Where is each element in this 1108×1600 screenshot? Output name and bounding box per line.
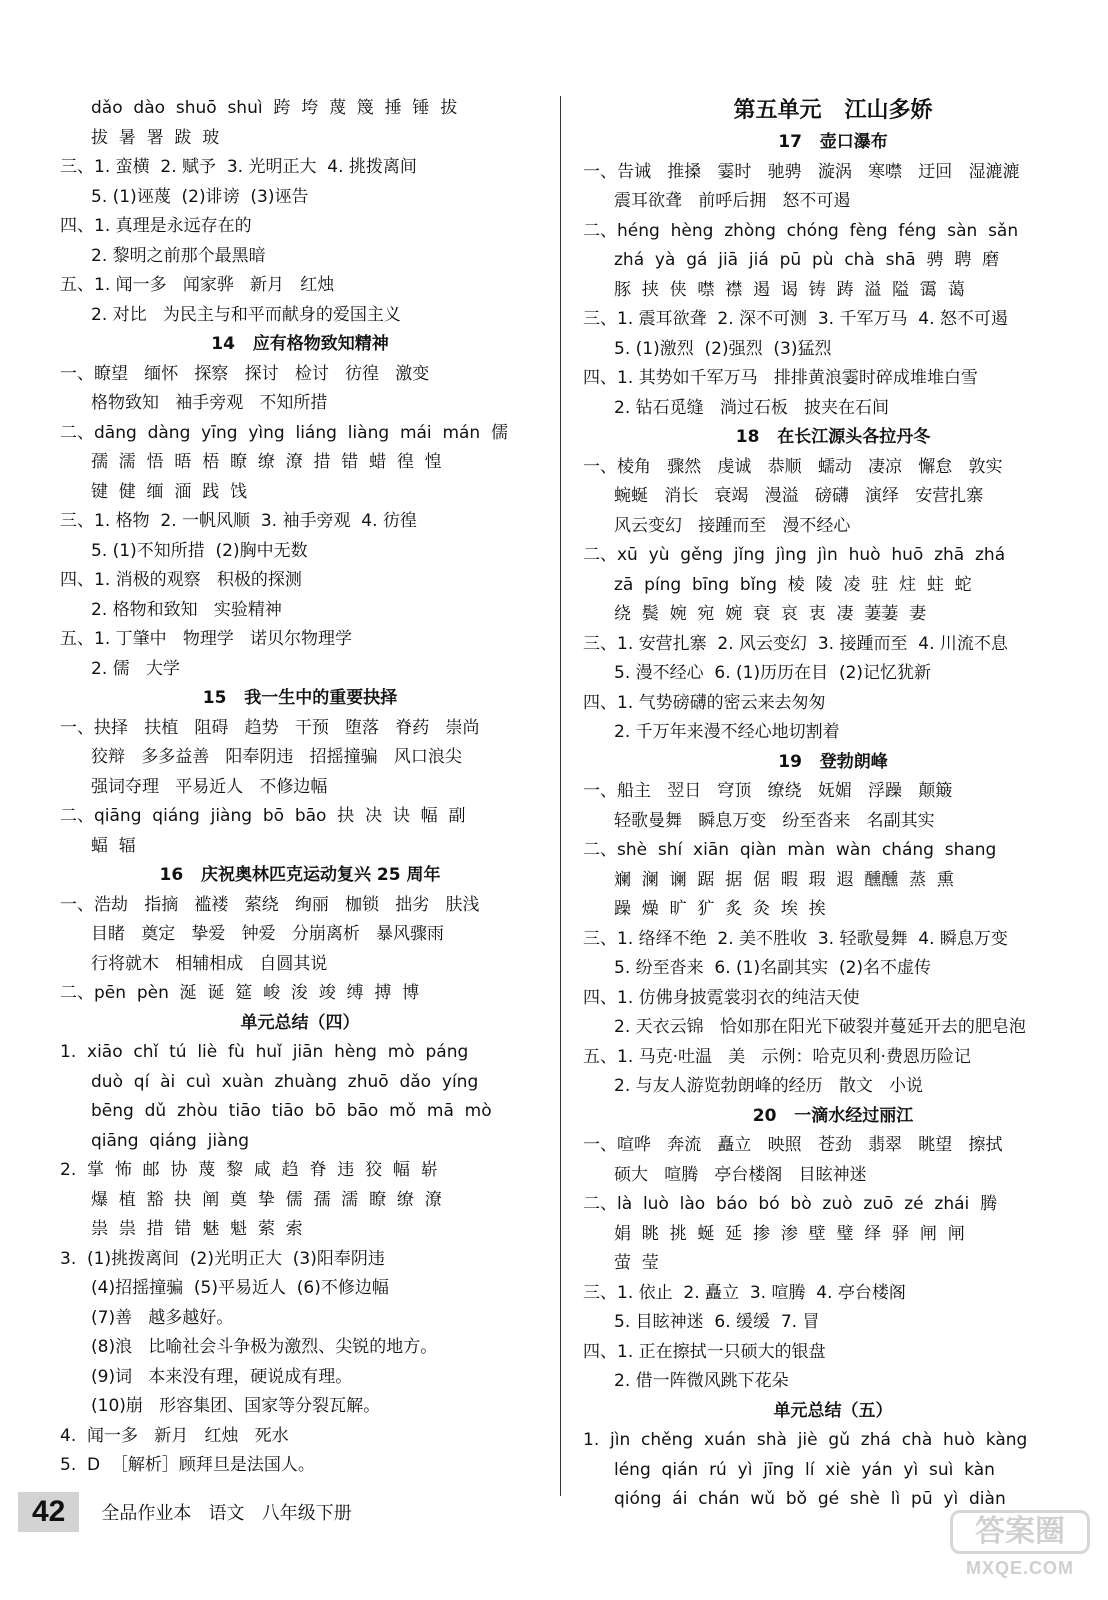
answer-line: 4. 闻一多 新月 红烛 死水 <box>60 1425 289 1446</box>
answer-line: 2. 钻石觅缝 淌过石板 披夹在石间 <box>614 397 890 418</box>
answer-line: 2. 与友人游览勃朗峰的经历 散文 小说 <box>614 1076 924 1096</box>
section-heading: 19 登勃朗峰 <box>778 751 888 772</box>
book-title: 全品作业本 语文 八年级下册 <box>101 1503 352 1524</box>
answer-line: 一、棱角 骤然 虔诚 恭顺 蠕动 凄凉 懈怠 敦实 <box>583 456 1003 477</box>
answer-line: 三、1. 震耳欲聋 2. 深不可测 3. 千军万马 4. 怒不可遏 <box>583 309 1008 329</box>
answer-line: 1. xiāo chǐ tú liè fù huǐ jiān hèng mò páng <box>60 1042 469 1062</box>
answer-line: 2. 掌 怖 邮 协 蔑 黎 咸 趋 脊 违 狡 幅 崭 <box>60 1160 438 1180</box>
section-heading: 15 我一生中的重要抉择 <box>202 688 398 708</box>
page-footer <box>18 1492 352 1532</box>
answer-line: 四、1. 其势如千军万马 排排黄浪霎时碎成堆堆白雪 <box>583 368 978 388</box>
answer-line: 三、1. 格物 2. 一帆风顺 3. 袖手旁观 4. 彷徨 <box>60 511 417 531</box>
page-number: 42 <box>18 1492 79 1532</box>
answer-line: 五、1. 马克·吐温 美 示例：哈克贝利·费恩历险记 <box>583 1046 971 1067</box>
answer-line: zhá yà gá jiā jiá pū pù chà shā 骋 聘 磨 <box>614 250 1000 270</box>
answer-line: 轻歌曼舞 瞬息万变 纷至沓来 名副其实 <box>614 810 935 831</box>
answer-line: 二、qiāng qiáng jiàng bō bāo 抉 决 诀 幅 副 <box>60 806 466 826</box>
answer-line: 二、héng hèng zhòng chóng fèng féng sàn sǎn <box>583 220 1019 241</box>
answer-line: 爆 植 豁 抉 阐 奠 挚 儒 孺 濡 瞭 缭 潦 <box>91 1189 442 1210</box>
answer-line: 躁 燥 旷 犷 炙 灸 埃 挨 <box>614 899 826 919</box>
answer-line: 2. 儒 大学 <box>91 658 180 679</box>
answer-line: (4)招摇撞骗 (5)平易近人 (6)不修边幅 <box>91 1278 389 1298</box>
answer-line: 三、1. 依止 2. 矗立 3. 喧腾 4. 亭台楼阁 <box>583 1282 906 1303</box>
answer-line: 孺 濡 悟 晤 梧 瞭 缭 潦 措 错 蜡 徨 惶 <box>91 452 442 472</box>
answer-line: 2. 黎明之前那个最黑暗 <box>91 245 266 266</box>
answer-line: 3. (1)挑拨离间 (2)光明正大 (3)阳奉阴违 <box>60 1248 385 1269</box>
answer-line: 一、抉择 扶植 阻碍 趋势 干预 堕落 脊药 崇尚 <box>60 717 480 738</box>
left-column <box>60 94 540 1481</box>
answer-line: 5. 漫不经心 6. (1)历历在目 (2)记忆犹新 <box>614 663 932 683</box>
answer-line: 蜿蜒 消长 衰竭 漫溢 磅礴 演绎 安营扎寨 <box>614 486 984 506</box>
answer-line: (9)词 本来没有理，硬说成有理。 <box>91 1366 353 1387</box>
answer-line: 2. 借一阵微风跳下花朵 <box>614 1371 789 1391</box>
answer-line: 5. (1)激烈 (2)强烈 (3)猛烈 <box>614 338 832 359</box>
section-heading: 20 一滴水经过丽江 <box>752 1105 914 1126</box>
answer-line: 三、1. 蛮横 2. 赋予 3. 光明正大 4. 挑拨离间 <box>60 157 417 177</box>
answer-line: 硕大 喧腾 亭台楼阁 目眩神迷 <box>614 1164 867 1185</box>
answer-line: bēng dǔ zhòu tiāo tiāo bō bāo mǒ mā mò <box>91 1101 492 1121</box>
answer-line: 震耳欲聋 前呼后拥 怒不可遏 <box>614 191 851 211</box>
answer-line: 斓 澜 谰 踞 据 倨 暇 瑕 遐 醺醺 蒸 熏 <box>614 869 954 890</box>
section-heading: 16 庆祝奥林匹克运动复兴 25 周年 <box>159 865 441 885</box>
answer-line: 二、là luò lào báo bó bò zuò zuō zé zhái 腾 <box>583 1194 998 1214</box>
answer-line: 2. 千万年来漫不经心地切割着 <box>614 722 840 742</box>
section-heading: 14 应有格物致知精神 <box>211 334 389 354</box>
answer-line: 四、1. 正在擦拭一只硕大的银盘 <box>583 1341 826 1362</box>
answer-line: 1. jìn chěng xuán shà jiè gǔ zhá chà huò kàng <box>583 1430 1028 1450</box>
answer-line: (10)崩 形容集团、国家等分裂瓦解。 <box>91 1396 381 1416</box>
section-heading: 第五单元 江山多娇 <box>733 98 933 123</box>
answer-line: zā píng bīng bǐng 棱 陵 凌 驻 炷 蛀 蛇 <box>614 574 972 595</box>
answer-line: 一、船主 翌日 穹顶 缭绕 妩媚 浮躁 颠簸 <box>583 781 953 801</box>
answer-line: 目睹 奠定 挚爱 钟爱 分崩离析 暴风骤雨 <box>91 924 445 944</box>
answer-line: 二、xū yù gěng jǐng jìng jìn huò huō zhā zhá <box>583 545 1006 565</box>
answer-line: 键 健 缅 湎 践 饯 <box>91 481 248 502</box>
answer-line: 三、1. 络绎不绝 2. 美不胜收 3. 轻歌曼舞 4. 瞬息万变 <box>583 928 1008 949</box>
answer-line: duò qí ài cuì xuàn zhuàng zhuō dǎo yíng <box>91 1071 479 1092</box>
answer-line: qiāng qiáng jiàng <box>91 1130 250 1151</box>
answer-line: 狡辩 多多益善 阳奉阴违 招摇撞骗 风口浪尖 <box>91 747 462 767</box>
answer-line: 2. 对比 为民主与和平而献身的爱国主义 <box>91 304 401 325</box>
answer-line: 二、shè shí xiān qiàn màn wàn cháng shang <box>583 840 997 860</box>
answer-line: 五、1. 丁肇中 物理学 诺贝尔物理学 <box>60 629 353 649</box>
answer-line: 2. 格物和致知 实验精神 <box>91 599 282 620</box>
answer-line: 一、瞭望 缅怀 探察 探讨 检讨 彷徨 激变 <box>60 363 430 384</box>
section-heading: 17 壶口瀑布 <box>778 132 888 152</box>
answer-line: 5. (1)不知所措 (2)胸中无数 <box>91 540 308 561</box>
column-divider <box>560 96 561 1496</box>
right-column <box>583 94 1083 1515</box>
answer-line: 娟 眺 挑 蜒 延 掺 渗 壁 璧 绎 驿 闸 闸 <box>614 1223 965 1244</box>
answer-line: 强词夺理 平易近人 不修边幅 <box>91 776 328 797</box>
answer-line: dǎo dào shuō shuì 跨 垮 蔑 篾 捶 锤 拔 <box>91 98 458 118</box>
answer-line: 二、dāng dàng yīng yìng liáng liàng mái mán 儒 <box>60 422 509 443</box>
answer-line: 风云变幻 接踵而至 漫不经心 <box>614 515 851 536</box>
answer-line: (8)浪 比喻社会斗争极为激烈、尖锐的地方。 <box>91 1337 438 1357</box>
answer-line: 一、喧哗 奔流 矗立 映照 苍劲 翡翠 眺望 擦拭 <box>583 1135 1003 1155</box>
answer-line: 行将就木 相辅相成 自圆其说 <box>91 953 328 974</box>
answer-line: léng qián rú yì jīng lí xiè yán yì suì kàn <box>614 1459 995 1480</box>
answer-line: qióng ái chán wǔ bǒ gé shè lì pū yì diàn <box>614 1489 1006 1509</box>
answer-line: 二、pēn pèn 涎 诞 筵 峻 浚 竣 缚 搏 博 <box>60 983 420 1003</box>
section-heading: 18 在长江源头各拉丹冬 <box>735 427 931 447</box>
answer-line: 四、1. 气势磅礴的密云来去匆匆 <box>583 692 826 713</box>
answer-line: 祟 祟 措 错 魅 魁 萦 索 <box>91 1219 303 1239</box>
answer-line: 5. 纷至沓来 6. (1)名副其实 (2)名不虚传 <box>614 958 932 978</box>
answer-line: 格物致知 袖手旁观 不知所措 <box>91 393 328 413</box>
watermark-text: 答案圈 <box>950 1510 1090 1554</box>
answer-line: 2. 天衣云锦 恰如那在阳光下破裂并蔓延开去的肥皂泡 <box>614 1017 1026 1037</box>
answer-line: 一、浩劫 指摘 褴褛 萦绕 绚丽 枷锁 拙劣 肤浅 <box>60 894 480 915</box>
section-heading: 单元总结（五） <box>773 1400 893 1421</box>
answer-line: 三、1. 安营扎寨 2. 风云变幻 3. 接踵而至 4. 川流不息 <box>583 633 1008 654</box>
answer-line: 5. 目眩神迷 6. 缓缓 7. 冒 <box>614 1312 820 1332</box>
answer-line: 豚 挟 侠 噤 襟 遏 谒 铸 踌 溢 隘 霭 蔼 <box>614 279 965 300</box>
answer-line: 四、1. 消极的观察 积极的探测 <box>60 570 302 590</box>
answer-line: 五、1. 闻一多 闻家骅 新月 红烛 <box>60 275 335 295</box>
answer-line: 5. (1)诬蔑 (2)诽谤 (3)诬告 <box>91 186 309 207</box>
section-heading: 单元总结（四） <box>240 1012 360 1033</box>
answer-line: (7)善 越多越好。 <box>91 1307 234 1328</box>
answer-line: 一、告诫 推搡 霎时 驰骋 漩涡 寒噤 迂回 湿漉漉 <box>583 161 1020 182</box>
answer-line: 绕 鬓 婉 宛 婉 衰 哀 衷 凄 萋萋 妻 <box>614 604 927 624</box>
answer-line: 萤 莹 <box>614 1253 659 1273</box>
answer-line: 四、1. 仿佛身披霓裳羽衣的纯洁天使 <box>583 987 860 1008</box>
answer-line: 拔 暑 署 跋 玻 <box>91 127 220 148</box>
answer-line: 5. D ［解析］顾拜旦是法国人。 <box>60 1455 315 1475</box>
watermark-url: MXQE.COM <box>965 1558 1074 1578</box>
answer-line: 四、1. 真理是永远存在的 <box>60 216 252 236</box>
answer-line: 蝠 辐 <box>91 835 136 856</box>
watermark-logo <box>950 1510 1090 1590</box>
